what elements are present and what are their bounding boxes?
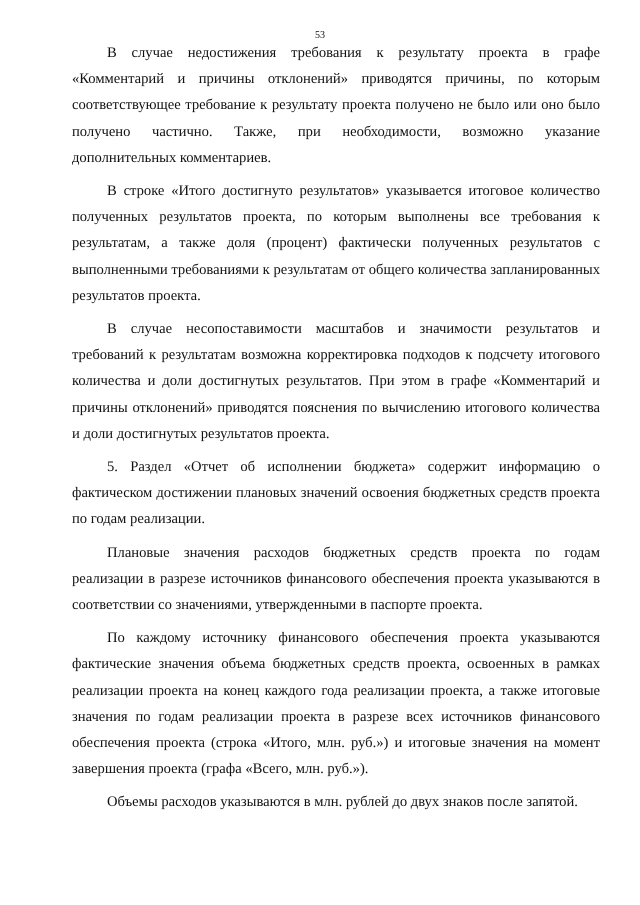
paragraph-scale-adjustment: В случае несопоставимости масштабов и значимости результатов и требований к результатам возможна корректировка подходов к подсчету итогового количества и доли достигнутых результатов. При этом в графе «Комментарий и причины отклонений» приводятся пояснения по вычислению итогового количества и доли достигнутых результатов проекта. [72,321,600,442]
page-number: 53 [315,30,325,41]
paragraph-units: Объемы расходов указываются в млн. рублей до двух знаков после запятой. [107,794,578,811]
paragraph-budget-section: 5. Раздел «Отчет об исполнении бюджета» содержит информацию о фактическом достижении плановых значений освоения бюджетных средств проекта по годам реализации. [72,459,600,528]
paragraph-total-results: В строке «Итого достигнуто результатов» указывается итоговое количество полученных результатов проекта, по которым выполнены все требования к результатам, а также доля (процент) фактически полученных результатов с выполненными требованиями к результатам от общего количества запланированных результатов проекта. [72,183,600,304]
paragraph-planned-values: Плановые значения расходов бюджетных средств проекта по годам реализации в разрезе источников финансового обеспечения проекта указываются в соответствии со значениями, утвержденными в паспорте проекта. [72,544,600,614]
paragraph-actual-values: По каждому источнику финансового обеспечения проекта указываются фактические значения объема бюджетных средств проекта, освоенных в рамках реализации проекта на конец каждого года реализации проекта, а также итоговые значения по годам реализации проекта в разрезе всех источников финансового обеспечения проекта (строка «Итого, млн. руб.») и итоговые значения на момент завершения проекта (графа «Всего, млн. руб.»). [72,630,600,778]
document-body [72,40,600,823]
paragraph-deviation-comments: В случае недостижения требования к результату проекта в графе «Комментарий и причины отклонений» приводятся причины, по которым соответствующее требование к результату проекта получено не было или оно было получено частично. Также, при необходимости, возможно указание дополнительных комментариев. [72,45,600,166]
